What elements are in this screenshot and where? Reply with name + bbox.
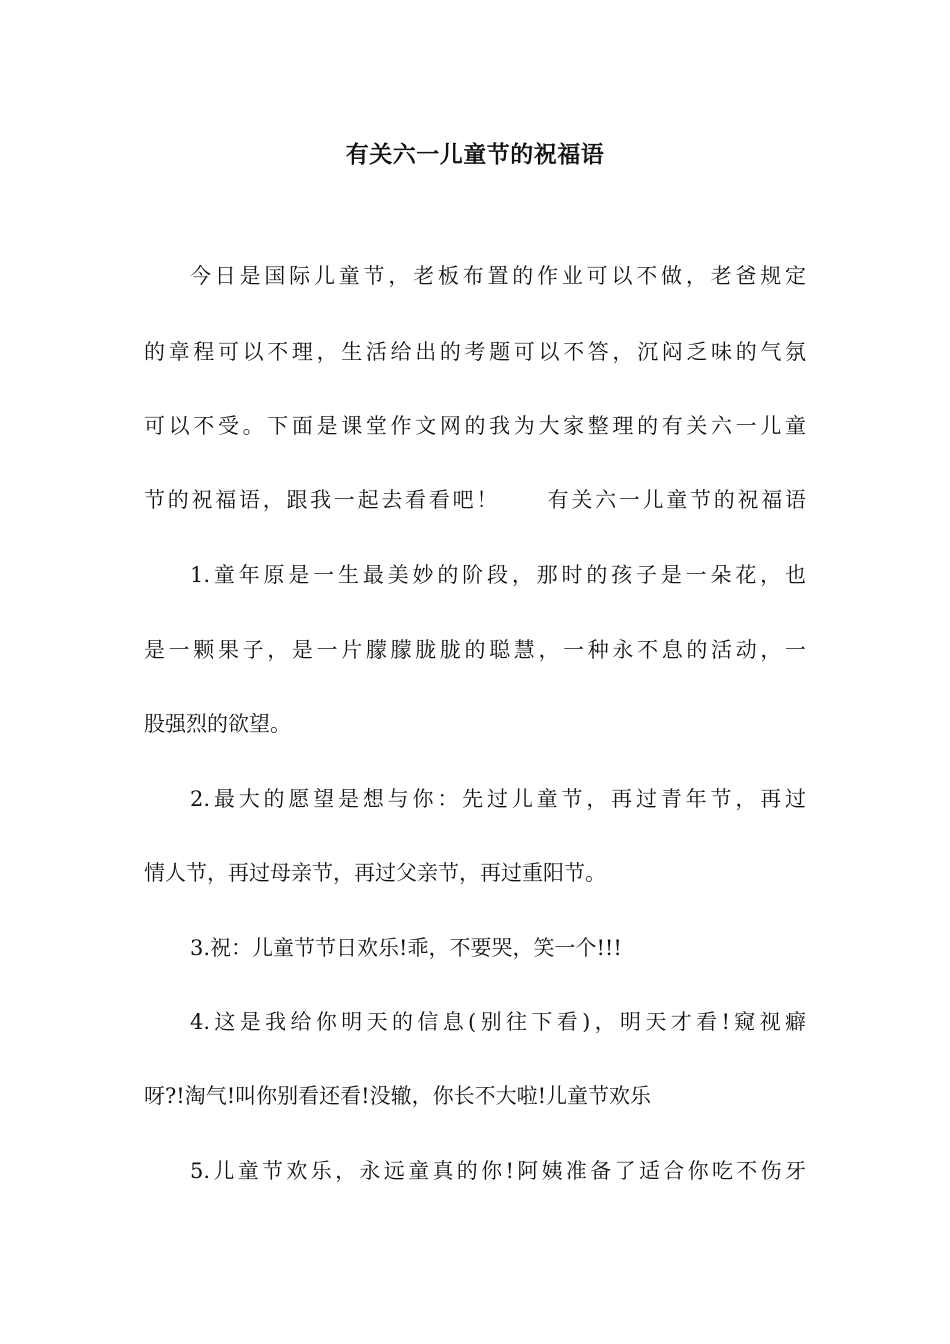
- paragraph-line: 情人节，再过母亲节，再过父亲节，再过重阳节。: [144, 861, 606, 885]
- paragraph-line: 呀?!淘气!叫你别看还看!没辙，你长不大啦!儿童节欢乐: [144, 1084, 652, 1108]
- document-title: 有关六一儿童节的祝福语: [345, 142, 605, 168]
- paragraph-line: 3.祝：儿童节节日欢乐!乖，不要哭，笑一个!!!: [190, 936, 622, 960]
- paragraph-line: 5.儿童节欢乐，永远童真的你!阿姨准备了适合你吃不伤牙: [190, 1159, 806, 1183]
- paragraph-line: 2.最大的愿望是想与你：先过儿童节，再过青年节，再过: [190, 787, 806, 811]
- paragraph-line: 节的祝福语，跟我一起去看看吧！ 有关六一儿童节的祝福语: [144, 488, 806, 512]
- paragraph-line: 的章程可以不理，生活给出的考题可以不答，沉闷乏味的气氛: [144, 340, 806, 364]
- paragraph-line: 是一颗果子，是一片朦朦胧胧的聪慧，一种永不息的活动，一: [144, 638, 806, 662]
- paragraph-line: 股强烈的欲望。: [144, 712, 291, 736]
- paragraph-line: 4.这是我给你明天的信息(别往下看)，明天才看!窥视癖: [190, 1010, 806, 1034]
- paragraph-line: 今日是国际儿童节，老板布置的作业可以不做，老爸规定: [190, 264, 806, 288]
- paragraph-line: 可以不受。下面是课堂作文网的我为大家整理的有关六一儿童: [144, 414, 806, 438]
- paragraph-line: 1.童年原是一生最美妙的阶段，那时的孩子是一朵花，也: [190, 563, 806, 587]
